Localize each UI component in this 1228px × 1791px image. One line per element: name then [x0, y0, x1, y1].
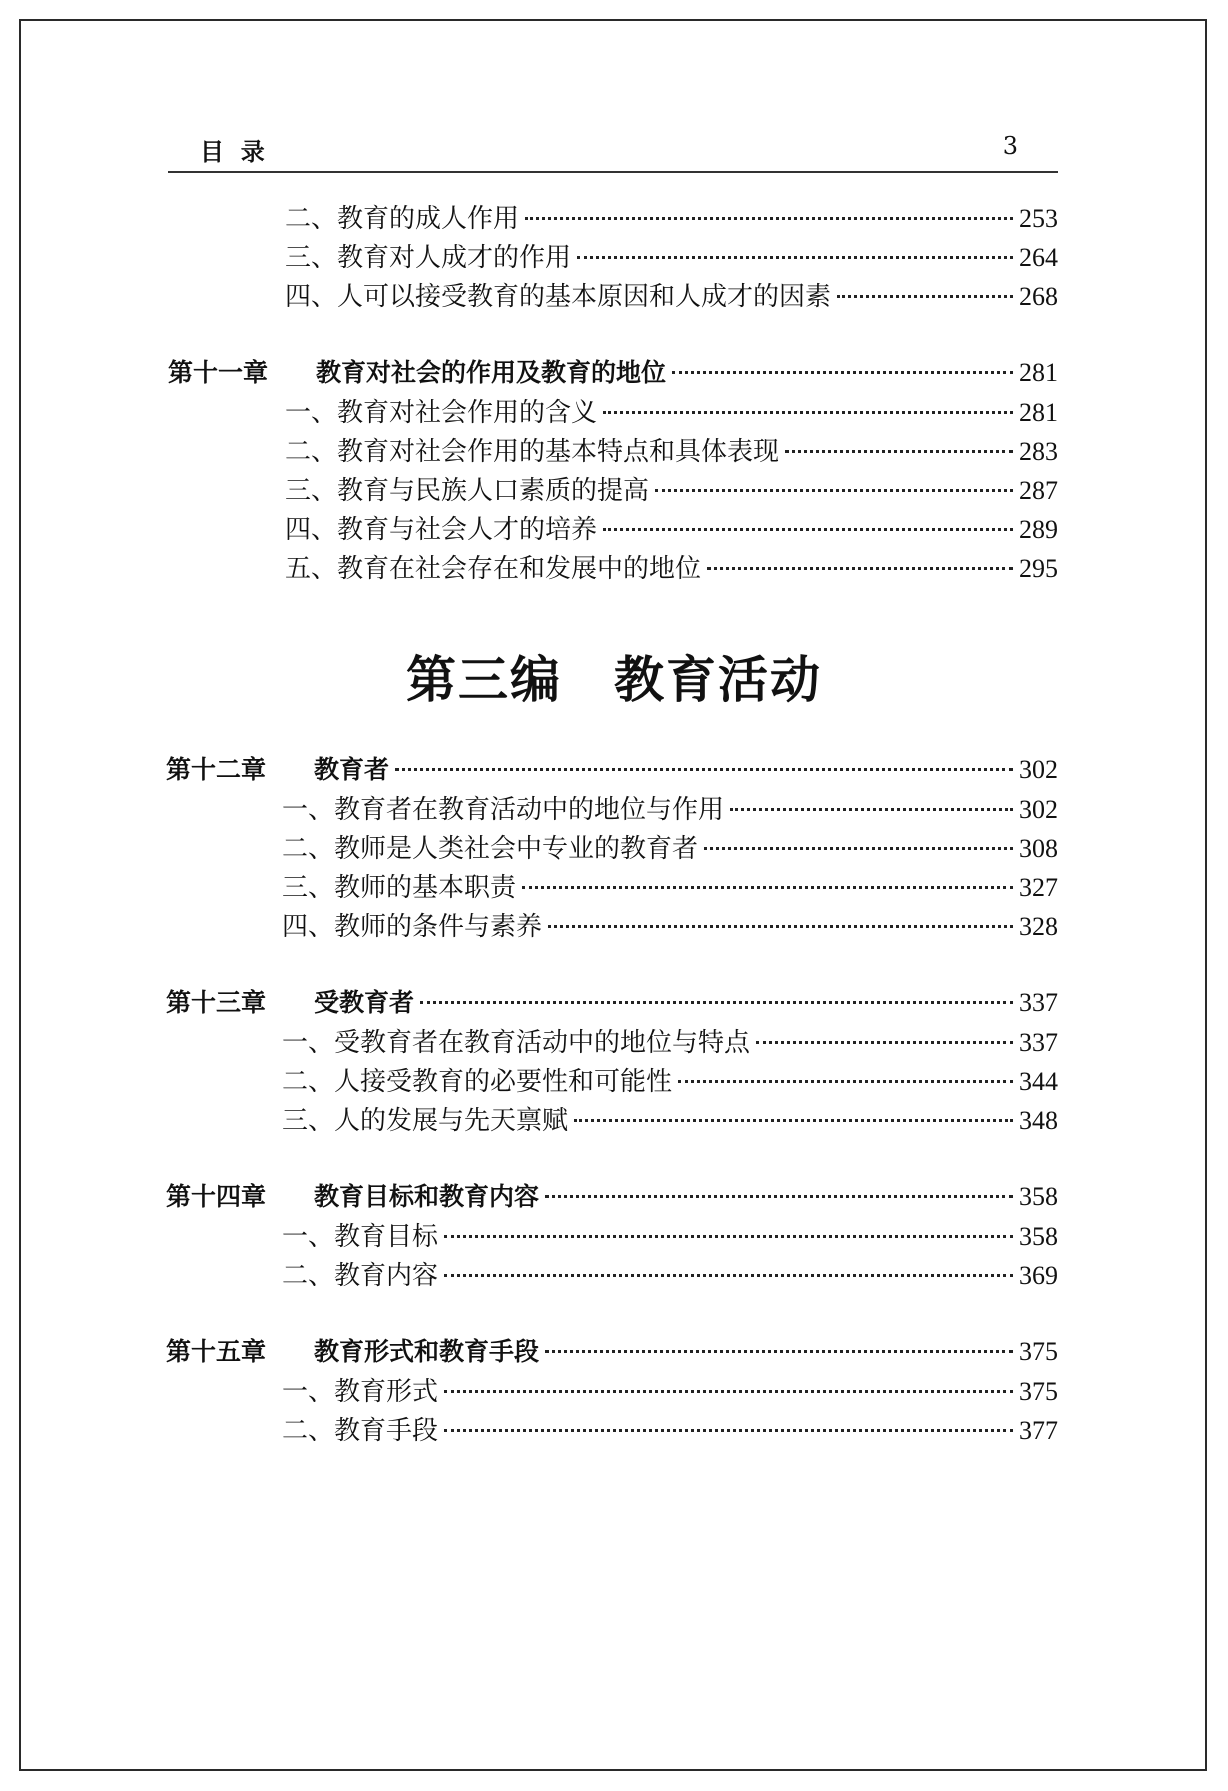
chapter-title [166, 750, 389, 786]
dot-leader [785, 450, 1013, 453]
toc-chapter-entry[interactable] [166, 1332, 1058, 1371]
section-title: 一、教育目标 [282, 1222, 439, 1252]
page-number: 337 [1019, 988, 1058, 1017]
dot-leader [603, 528, 1013, 531]
dot-leader [525, 217, 1013, 220]
dot-leader [707, 567, 1013, 570]
page-number: 375 [1019, 1337, 1058, 1366]
dot-leader [756, 1041, 1013, 1044]
chapter-number: 第十二章 [166, 755, 267, 784]
toc-section-entry[interactable] [282, 789, 1058, 828]
chapter-name: 教育对社会的作用及教育的地位 [316, 358, 667, 387]
toc-chapter-entry[interactable] [166, 983, 1058, 1022]
header-page-number: 3 [1002, 132, 1018, 160]
section-title: 四、教育与社会人才的培养 [285, 515, 598, 545]
section-title: 二、教育对社会作用的基本特点和具体表现 [285, 437, 780, 467]
page-number: 337 [1019, 1028, 1058, 1057]
page-number: 287 [1019, 476, 1058, 505]
section-title: 一、教育对社会作用的含义 [285, 398, 598, 428]
section-title: 一、受教育者在教育活动中的地位与特点 [282, 1028, 751, 1058]
page-number: 358 [1019, 1182, 1058, 1211]
chapter-name: 教育者 [314, 755, 390, 784]
dot-leader [603, 411, 1013, 414]
dot-leader [574, 1119, 1013, 1122]
page-number: 283 [1019, 437, 1058, 466]
chapter-name: 教育目标和教育内容 [314, 1182, 540, 1211]
page-number: 264 [1019, 243, 1058, 272]
toc-section-entry[interactable] [285, 276, 1058, 315]
chapter-title [168, 353, 666, 389]
page-number: 302 [1019, 755, 1058, 784]
toc-section-entry[interactable] [282, 1061, 1058, 1100]
section-title: 一、教育者在教育活动中的地位与作用 [282, 795, 725, 825]
section-title: 一、教育形式 [282, 1377, 439, 1407]
page-number: 295 [1019, 554, 1058, 583]
chapter-title [166, 983, 414, 1019]
chapter-title [166, 1177, 539, 1213]
page-number: 253 [1019, 204, 1058, 233]
toc-section-entry[interactable] [282, 1410, 1058, 1449]
dot-leader [548, 925, 1013, 928]
section-title: 三、教育对人成才的作用 [285, 243, 572, 273]
section-title: 四、教师的条件与素养 [282, 912, 543, 942]
running-header [168, 128, 1058, 170]
page-number: 327 [1019, 873, 1058, 902]
dot-leader [444, 1429, 1013, 1432]
page-number: 348 [1019, 1106, 1058, 1135]
page-number: 302 [1019, 795, 1058, 824]
toc-chapter-entry[interactable] [168, 353, 1058, 392]
dot-leader [545, 1195, 1013, 1198]
toc-section-entry[interactable] [282, 828, 1058, 867]
toc-section-entry[interactable] [282, 1255, 1058, 1294]
toc-chapter-entry[interactable] [166, 1177, 1058, 1216]
toc-section-entry[interactable] [282, 1371, 1058, 1410]
section-title: 二、教育手段 [282, 1416, 439, 1446]
toc-section-entry[interactable] [285, 237, 1058, 276]
page-number: 375 [1019, 1377, 1058, 1406]
chapter-name: 教育形式和教育手段 [314, 1337, 540, 1366]
section-title: 三、教育与民族人口素质的提高 [285, 476, 650, 506]
dot-leader [444, 1235, 1013, 1238]
page-number: 369 [1019, 1261, 1058, 1290]
dot-leader [577, 256, 1013, 259]
dot-leader [655, 489, 1013, 492]
chapter-number: 第十四章 [166, 1182, 267, 1211]
toc-section-entry[interactable] [285, 548, 1058, 587]
section-title: 三、人的发展与先天禀赋 [282, 1106, 569, 1136]
section-title: 五、教育在社会存在和发展中的地位 [285, 554, 702, 584]
toc-section-entry[interactable] [282, 867, 1058, 906]
dot-leader [672, 371, 1013, 374]
header-title: 目 录 [200, 138, 265, 166]
toc-section-entry[interactable] [285, 198, 1058, 237]
page-number: 308 [1019, 834, 1058, 863]
page-number: 268 [1019, 282, 1058, 311]
toc-chapter-entry[interactable] [166, 750, 1058, 789]
page-number: 344 [1019, 1067, 1058, 1096]
toc-section-entry[interactable] [285, 470, 1058, 509]
chapter-number: 第十三章 [166, 988, 267, 1017]
toc-section-entry[interactable] [285, 392, 1058, 431]
section-title: 二、教师是人类社会中专业的教育者 [282, 834, 699, 864]
section-title: 二、教育的成人作用 [285, 204, 520, 234]
dot-leader [837, 295, 1013, 298]
toc-section-entry[interactable] [282, 1216, 1058, 1255]
chapter-title [166, 1332, 539, 1368]
chapter-number: 第十五章 [166, 1337, 267, 1366]
page-number: 358 [1019, 1222, 1058, 1251]
toc-section-entry[interactable] [282, 1022, 1058, 1061]
section-title: 二、教育内容 [282, 1261, 439, 1291]
page-number: 289 [1019, 515, 1058, 544]
dot-leader [444, 1390, 1013, 1393]
chapter-number: 第十一章 [168, 358, 269, 387]
dot-leader [704, 847, 1013, 850]
toc-section-entry[interactable] [285, 431, 1058, 470]
part-title: 第三编 教育活动 [406, 650, 822, 709]
page-number: 377 [1019, 1416, 1058, 1445]
page-number: 328 [1019, 912, 1058, 941]
section-title: 三、教师的基本职责 [282, 873, 517, 903]
dot-leader [522, 886, 1013, 889]
header-rule [168, 171, 1058, 173]
dot-leader [545, 1350, 1013, 1353]
toc-section-entry[interactable] [282, 1100, 1058, 1139]
section-title: 四、人可以接受教育的基本原因和人成才的因素 [285, 282, 832, 312]
page-number: 281 [1019, 358, 1058, 387]
toc-section-entry[interactable] [285, 509, 1058, 548]
section-title: 二、人接受教育的必要性和可能性 [282, 1067, 673, 1097]
toc-section-entry[interactable] [282, 906, 1058, 945]
dot-leader [678, 1080, 1013, 1083]
dot-leader [420, 1001, 1013, 1004]
dot-leader [395, 768, 1013, 771]
page-number: 281 [1019, 398, 1058, 427]
chapter-name: 受教育者 [314, 988, 415, 1017]
dot-leader [730, 808, 1013, 811]
dot-leader [444, 1274, 1013, 1277]
